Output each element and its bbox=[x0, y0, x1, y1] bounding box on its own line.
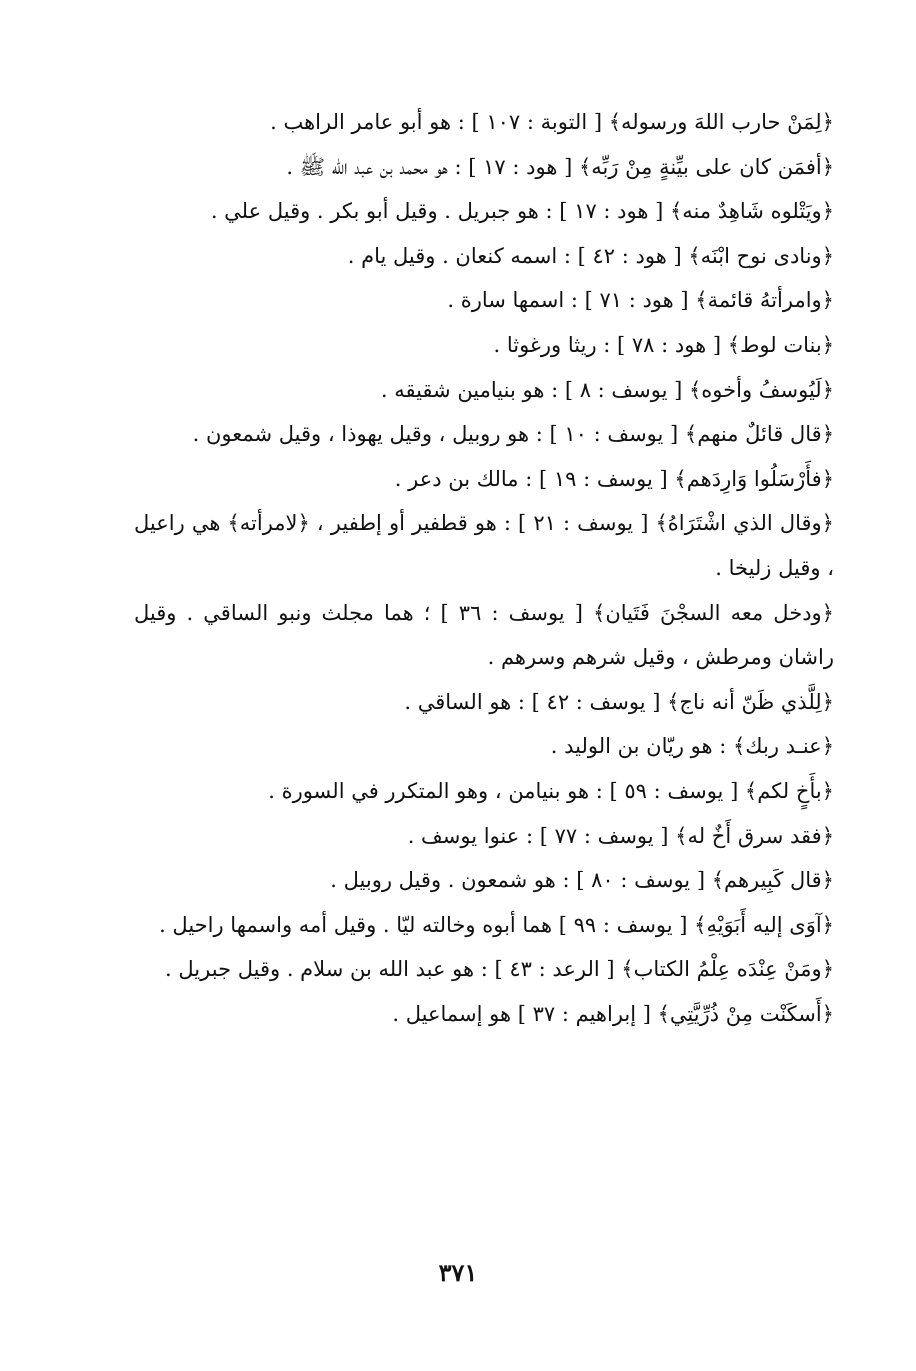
entry-yusuf-21: ﴿وقال الذي اشْتَرَاهُ﴾ [ يوسف : ٢١ ] : هو قطفير أو إطفير ، ﴿لامرأته﴾ هي راعيل ، وقيل زليخا . bbox=[134, 511, 834, 580]
entry-hud-78: ﴿بنات لوط﴾ [ هود : ٧٨ ] : ريثا ورغوثا . bbox=[493, 332, 834, 357]
entry-hud-17-a: ﴿أفمَن كان على بيِّنةٍ مِنْ رَبِّه﴾ [ هود : ١٧ ] : هو محمد بن عبد الله ﷺ . bbox=[286, 154, 834, 179]
entry-tawba-107: ﴿لِمَنْ حارب اللهَ ورسوله﴾ [ التوبة : ١٠٧ ] : هو أبو عامر الراهب . bbox=[270, 110, 834, 134]
entry-yusuf-8: ﴿لَيُوسفُ وأخوه﴾ [ يوسف : ٨ ] : هو بنيامين شقيقه . bbox=[380, 377, 834, 402]
entry-ibrahim-37: ﴿أَسكَنْت مِنْ ذُرِّيَّتِي﴾ [ إبراهيم : ٣٧ ] هو إسماعيل . bbox=[392, 1001, 834, 1026]
entry-rabbik: ﴿عنـد ربك﴾ : هو ريّان بن الوليد . bbox=[550, 734, 834, 759]
entry-hud-17-b: ﴿ويَتْلوه شَاهِدٌ منه﴾ [ هود : ١٧ ] : هو جبريل . وقيل أبو بكر . وقيل علي . bbox=[210, 199, 834, 224]
entry-yusuf-99: ﴿آوَى إليه أَبَوَيْهِ﴾ [ يوسف : ٩٩ ] هما أبوه وخالته ليّا . وقيل أمه واسمها راحيل . bbox=[159, 912, 834, 937]
entry-yusuf-36: ﴿ودخل معه السجْنَ فَتَيان﴾ [ يوسف : ٣٦ ] ؛ هما مجلث ونبو الساقي . وقيل راشان ومرطش ، وقيل شرهم وسرهم . bbox=[134, 600, 834, 670]
entry-yusuf-10: ﴿قال قائلٌ منهم﴾ [ يوسف : ١٠ ] : هو روبيل ، وقيل يهوذا ، وقيل شمعون . bbox=[192, 422, 834, 447]
entry-raad-43: ﴿ومَنْ عِنْدَه عِلْمُ الكتاب﴾ [ الرعد : ٤٣ ] : هو عبد الله بن سلام . وقيل جبريل . bbox=[165, 957, 834, 982]
entry-yusuf-77: ﴿فقد سرق أَخٌ له﴾ [ يوسف : ٧٧ ] : عنوا يوسف . bbox=[407, 823, 834, 848]
entry-yusuf-19: ﴿فأَرْسَلُوا وَارِدَهم﴾ [ يوسف : ١٩ ] : مالك بن دعر . bbox=[394, 466, 834, 491]
entry-hud-42: ﴿ونادى نوح ابْنَه﴾ [ هود : ٤٢ ] : اسمه كنعان . وقيل يام . bbox=[347, 243, 834, 268]
entry-hud-71: ﴿وامرأتهُ قائمة﴾ [ هود : ٧١ ] : اسمها سارة . bbox=[447, 288, 834, 313]
entry-yusuf-59: ﴿بأَخٍ لكم﴾ [ يوسف : ٥٩ ] : هو بنيامن ، وهو المتكرر في السورة . bbox=[268, 778, 834, 803]
page-body bbox=[134, 100, 834, 1036]
entry-yusuf-42: ﴿لِلَّذي ظَنّ أنه ناج﴾ [ يوسف : ٤٢ ] : هو الساقي . bbox=[404, 689, 834, 714]
entry-yusuf-80: ﴿قال كَبِيرهم﴾ [ يوسف : ٨٠ ] : هو شمعون . وقيل روبيل . bbox=[330, 868, 834, 893]
page-number: ٣٧١ bbox=[438, 1258, 478, 1287]
